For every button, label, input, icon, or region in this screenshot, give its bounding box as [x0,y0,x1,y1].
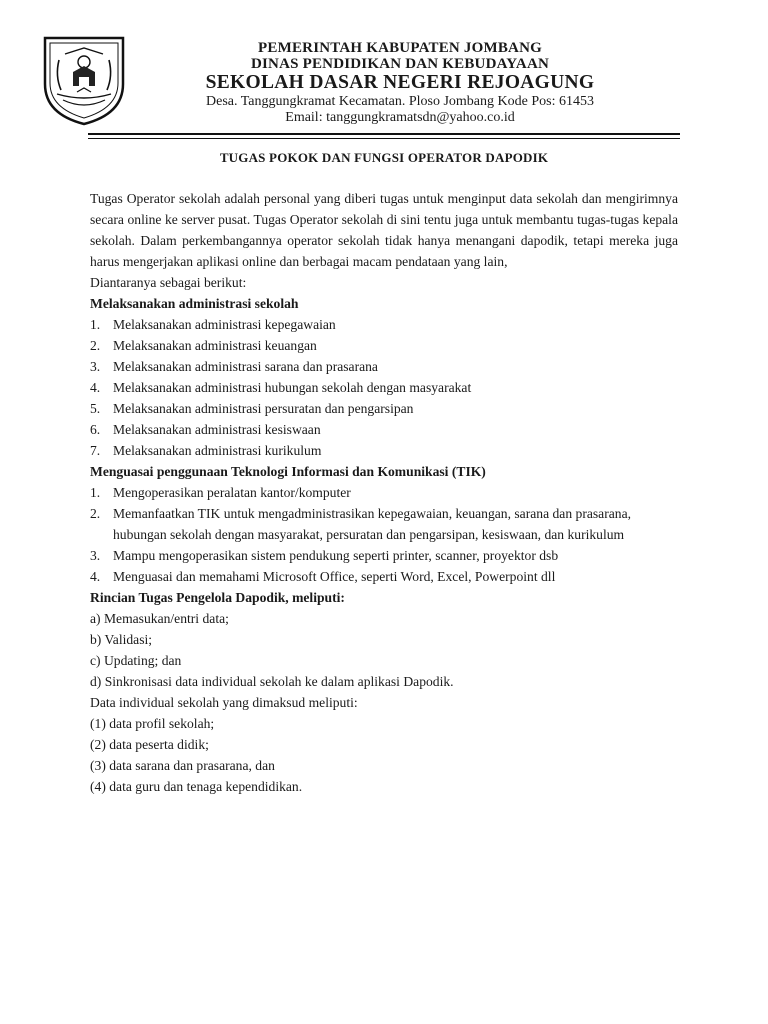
item-number: 7. [90,443,101,458]
item-number: 3. [90,548,101,563]
item-text: Melaksanakan administrasi kurikulum [113,443,322,458]
item-number: 3. [90,359,101,374]
document-body [90,188,678,797]
item-text: Melaksanakan administrasi keuangan [113,338,317,353]
regency-crest-icon [37,32,131,128]
task-line: a) Memasukan/entri data; [90,611,229,626]
list-item [90,545,678,566]
section-heading-dapodik-tasks: Rincian Tugas Pengelola Dapodik, meliputi: [90,590,345,605]
data-line: (2) data peserta didik; [90,737,209,752]
section-heading-administration: Melaksanakan administrasi sekolah [90,296,299,311]
document-title: TUGAS POKOK DAN FUNGSI OPERATOR DAPODIK [219,150,549,165]
government-name: PEMERINTAH KABUPATEN JOMBANG [258,40,542,56]
school-name: SEKOLAH DASAR NEGERI REJOAGUNG [205,72,595,93]
item-text: Mengoperasikan peralatan kantor/komputer [113,485,351,500]
letterhead-divider-thick [88,133,680,135]
item-number: 4. [90,380,101,395]
school-email: Email: tanggungkramatsdn@yahoo.co.id [285,110,515,125]
data-lead: Data individual sekolah yang dimaksud meliputi: [90,695,358,710]
item-text: Mampu mengoperasikan sistem pendukung seperti printer, scanner, proyektor dsb [113,548,559,563]
item-number: 6. [90,422,101,437]
item-text: Memanfaatkan TIK untuk mengadministrasikan kepegawaian, keuangan, sarana dan prasarana, hubungan sekolah dengan masyarakat, persuratan dan pengarsipan, kesiswaan, dan kurikulum [113,506,631,542]
letterhead [150,40,650,126]
list-lead: Diantaranya sebagai berikut: [90,275,247,290]
data-line: (1) data profil sekolah; [90,716,215,731]
tik-list [90,482,678,587]
item-text: Melaksanakan administrasi sarana dan prasarana [113,359,378,374]
item-number: 4. [90,569,101,584]
list-item [90,482,678,503]
list-item [90,566,678,587]
item-text: Melaksanakan administrasi hubungan sekolah dengan masyarakat [113,380,472,395]
item-number: 5. [90,401,101,416]
list-item [90,356,678,377]
item-number: 2. [90,338,101,353]
item-text: Menguasai dan memahami Microsoft Office, seperti Word, Excel, Powerpoint dll [113,569,556,584]
school-address: Desa. Tanggungkramat Kecamatan. Ploso Jombang Kode Pos: 61453 [206,94,594,109]
letterhead-divider-thin [88,138,680,139]
task-line: b) Validasi; [90,632,153,647]
list-item [90,419,678,440]
item-text: Melaksanakan administrasi kesiswaan [113,422,321,437]
administration-list [90,314,678,461]
list-item [90,440,678,461]
list-item [90,314,678,335]
item-text: Melaksanakan administrasi persuratan dan pengarsipan [113,401,414,416]
item-text: Melaksanakan administrasi kepegawaian [113,317,336,332]
list-item [90,335,678,356]
list-item [90,398,678,419]
task-line: d) Sinkronisasi data individual sekolah ke dalam aplikasi Dapodik. [90,674,454,689]
item-number: 2. [90,506,101,521]
data-line: (4) data guru dan tenaga kependidikan. [90,779,303,794]
item-number: 1. [90,317,101,332]
data-line: (3) data sarana dan prasarana, dan [90,758,275,773]
intro-paragraph: Tugas Operator sekolah adalah personal yang diberi tugas untuk menginput data sekolah dan mengirimnya secara online ke server pusat. Tugas Operator sekolah di sini tentu juga untuk membantu tugas-tugas kepala sekolah. Dalam perkembangannya operator sekolah tidak hanya menangani dapodik, tetapi mereka juga harus mengerjakan aplikasi online dan berbagai macam pendataan yang lain, [90,191,678,269]
item-number: 1. [90,485,101,500]
list-item [90,503,678,545]
department-name: DINAS PENDIDIKAN DAN KEBUDAYAAN [250,56,550,72]
task-line: c) Updating; dan [90,653,182,668]
section-heading-tik: Menguasai penggunaan Teknologi Informasi dan Komunikasi (TIK) [90,464,486,479]
list-item [90,377,678,398]
